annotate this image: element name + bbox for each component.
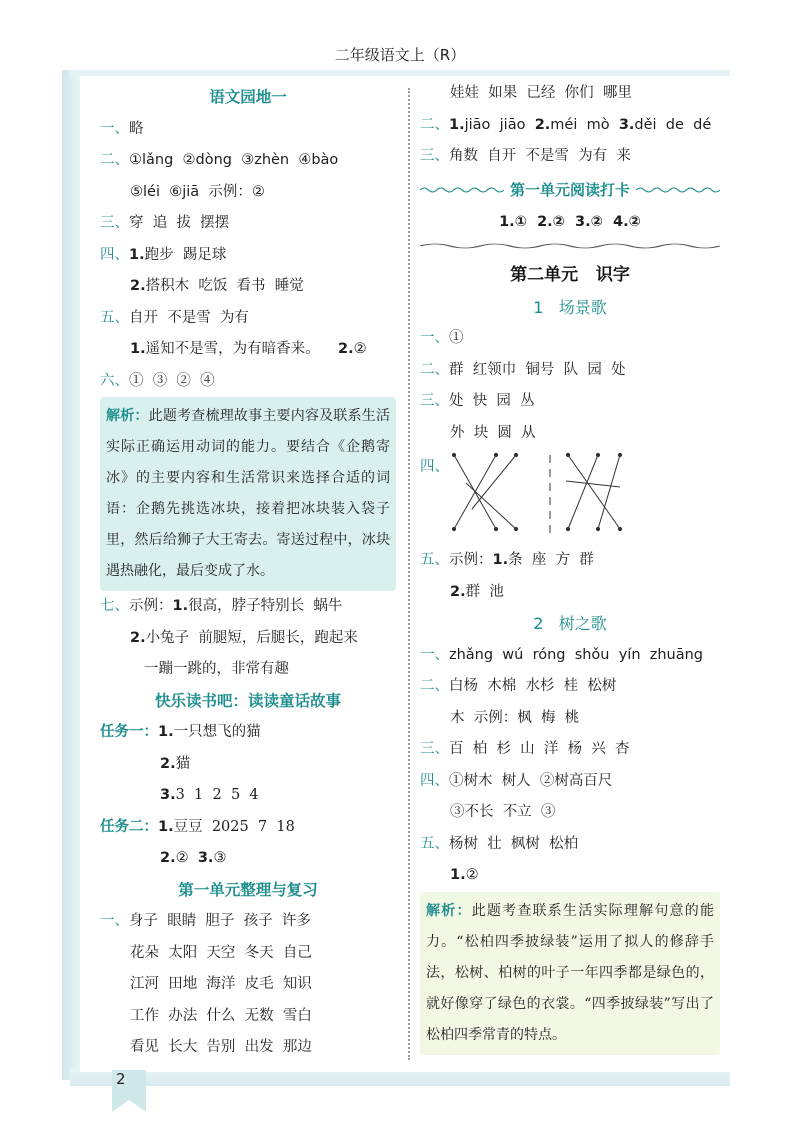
number: 3. xyxy=(197,850,214,866)
matching-diagram xyxy=(420,449,720,545)
word-list: 身子 眼睛 胆子 孩子 许多 xyxy=(129,913,311,929)
answer-line xyxy=(100,145,396,177)
answer-text: 处 快 园 丛 xyxy=(449,393,535,409)
reading-checkin-title: 第一单元阅读打卡 xyxy=(510,181,631,199)
analysis-label: 解析： xyxy=(426,902,472,919)
word-list: 娃娃 如果 已经 你们 哪里 xyxy=(450,85,632,101)
answer-text: ③ xyxy=(213,850,227,866)
marker: 四、 xyxy=(420,459,449,475)
answer-text: 群 池 xyxy=(465,583,504,600)
number: 3. xyxy=(160,787,176,803)
reading-answers: 1.① 2.② 3.② 4.② xyxy=(499,213,641,230)
answer-line xyxy=(420,734,720,766)
answer-text: zhǎng wú róng shǒu yín zhuāng xyxy=(449,646,704,663)
marker: 三、 xyxy=(420,741,449,757)
right-column xyxy=(420,78,720,1055)
answer-line xyxy=(100,591,396,623)
marker: 五、 xyxy=(100,309,129,326)
number: 2. xyxy=(534,116,551,133)
answer-line xyxy=(420,766,720,798)
answer-text: ② xyxy=(175,850,189,866)
answer-line xyxy=(420,545,720,577)
answer-line xyxy=(100,114,396,146)
lesson-title-1: 1 场景歌 xyxy=(533,297,607,317)
number: 1. xyxy=(158,818,174,835)
page-number-tab xyxy=(112,1070,146,1112)
number: 1. xyxy=(129,246,145,263)
answer-line xyxy=(100,366,396,398)
task-label: 任务二： xyxy=(100,818,158,835)
marker: 三、 xyxy=(100,215,129,231)
answer-line xyxy=(420,141,720,173)
answer-text: 猫 xyxy=(175,755,191,772)
number: 1. xyxy=(449,116,465,133)
answer-line xyxy=(100,177,396,209)
number: 1. xyxy=(158,724,174,740)
answer-line xyxy=(100,240,396,272)
answer-text: 白杨 木棉 水杉 桂 松树 xyxy=(449,678,617,694)
answer-line xyxy=(420,640,720,672)
answer-text: 杨树 壮 枫树 松柏 xyxy=(449,835,579,852)
answer-line xyxy=(420,797,720,829)
answer-line xyxy=(100,654,396,686)
answer-text: děi de dé xyxy=(634,116,712,133)
wave-line-right xyxy=(636,186,720,194)
answer-line xyxy=(100,208,396,240)
marker: 三、 xyxy=(420,148,449,164)
answer-line xyxy=(420,110,720,142)
answer-line xyxy=(100,812,396,844)
answer-line xyxy=(420,323,720,355)
number: 2. xyxy=(130,278,146,294)
answer-text: ①lǎng ②dòng ③zhèn ④bào xyxy=(129,152,339,168)
answer-line xyxy=(100,749,396,781)
answer-text: 百 柏 杉 山 洋 杨 兴 杏 xyxy=(449,741,630,757)
answer-line xyxy=(420,386,720,418)
unit-title: 第二单元 识字 xyxy=(510,265,630,285)
task-label: 任务一： xyxy=(100,724,158,740)
marker: 一、 xyxy=(420,646,449,663)
answer-text: méi mò xyxy=(550,116,610,133)
answer-text: ② xyxy=(353,341,367,357)
marker: 一、 xyxy=(100,120,129,137)
word-list: 江河 田地 海洋 皮毛 知识 xyxy=(130,976,312,992)
example-label: 示例： xyxy=(449,552,493,568)
marker: 一、 xyxy=(100,913,129,929)
number: 2. xyxy=(450,583,466,600)
lesson-title-2: 2 树之歌 xyxy=(533,614,607,633)
word-row xyxy=(100,1032,396,1064)
marker: 二、 xyxy=(420,678,449,694)
answer-text: 遥知不是雪，为有暗香来。 xyxy=(145,341,320,357)
marker: 二、 xyxy=(420,116,449,133)
reading-checkin-banner xyxy=(420,173,720,207)
marker: 三、 xyxy=(420,393,449,409)
answer-text: 自开 不是雪 为有 xyxy=(129,309,249,326)
answer-text: 一蹦一跳的，非常有趣 xyxy=(144,661,289,677)
answer-line xyxy=(100,717,396,749)
answer-text: 群 红领巾 铜号 队 园 处 xyxy=(449,361,626,378)
word-list: 花朵 太阳 天空 冬天 自己 xyxy=(130,944,312,961)
answer-line xyxy=(420,577,720,609)
answer-text: 木 示例：枫 梅 桃 xyxy=(450,709,580,726)
answer-text: 角数 自开 不是雪 为有 来 xyxy=(449,148,631,164)
number: 2. xyxy=(338,341,354,357)
word-row xyxy=(100,906,396,938)
word-row xyxy=(420,78,720,110)
number: 2. xyxy=(130,629,146,646)
answer-line xyxy=(420,418,720,450)
word-row xyxy=(100,1001,396,1033)
number: 2. xyxy=(160,850,176,866)
answer-line xyxy=(100,303,396,335)
answer-line xyxy=(100,271,396,303)
number: 2. xyxy=(160,755,176,772)
section-title-yuwen-yuandi: 语文园地一 xyxy=(209,88,287,106)
answer-text: 很高，脖子特别长 蜗牛 xyxy=(188,598,343,614)
number: 1. xyxy=(172,598,189,614)
word-list: 工作 办法 什么 无数 雪白 xyxy=(130,1007,312,1024)
answer-text: 一只想飞的猫 xyxy=(173,724,261,740)
answer-text: 跑步 踢足球 xyxy=(144,246,227,263)
word-row xyxy=(100,969,396,1001)
answer-line xyxy=(100,334,396,366)
page-number: 2 xyxy=(116,1070,126,1088)
analysis-text: 此题考查梳理故事主要内容及联系生活实际正确运用动词的能力。要结合《企鹅寄冰》的主要内容和生活常识来选择合适的词语：企鹅先挑选冰块，接着把冰块装入袋子里，然后给狮子大王寄去。寄送过程中，冰块遇热融化，最后变成了水。 xyxy=(106,408,391,579)
number: 1. xyxy=(450,867,466,883)
matching-lines-svg xyxy=(448,449,628,539)
section-title-reading-bar: 快乐读书吧：读读童话故事 xyxy=(154,691,341,710)
answer-text: 条 座 方 群 xyxy=(508,552,594,568)
analysis-text: 此题考查联系生活实际理解句意的能力。“松柏四季披绿装”运用了拟人的修辞手法，松树、柏树的叶子一年四季都是绿色的，就好像穿了绿色的衣裳。“四季披绿装”写出了松柏四季常青的特点。 xyxy=(426,902,715,1043)
number: 3. xyxy=(618,116,635,133)
answer-line xyxy=(100,780,396,812)
word-row xyxy=(100,938,396,970)
answer-text: 豆豆 2025 7 18 xyxy=(173,818,295,835)
marker: 四、 xyxy=(420,772,449,789)
answer-text: 外 块 圆 从 xyxy=(450,424,536,441)
answer-line xyxy=(420,703,720,735)
answer-line xyxy=(100,843,396,875)
answer-text: 穿 追 拔 摆摆 xyxy=(129,215,230,231)
marker: 五、 xyxy=(420,552,449,568)
answer-text: 3 1 2 5 4 xyxy=(175,787,259,803)
column-divider xyxy=(408,88,410,1060)
marker: 二、 xyxy=(420,361,449,378)
marker: 四、 xyxy=(100,246,129,263)
answer-text: 略 xyxy=(129,120,144,137)
answer-text: ① ③ ② ④ xyxy=(129,372,215,389)
left-column xyxy=(100,82,396,1064)
answer-text: jiāo jiāo xyxy=(464,116,526,133)
answer-text: ① xyxy=(449,330,464,346)
answer-line xyxy=(420,829,720,861)
marker: 五、 xyxy=(420,835,449,852)
analysis-box xyxy=(100,397,396,591)
number: 1. xyxy=(492,552,509,568)
answer-text: ③不长 不立 ③ xyxy=(450,804,556,820)
answer-text: 搭积木 吃饭 看书 睡觉 xyxy=(145,278,304,294)
analysis-label: 解析： xyxy=(106,408,149,424)
number: 1. xyxy=(130,341,146,357)
answer-text: ② xyxy=(465,867,479,883)
answer-text: ⑤léi ⑥jiā 示例：② xyxy=(130,183,265,200)
wave-line-left xyxy=(420,186,504,194)
wave-line-bottom xyxy=(420,242,720,250)
example-label: 示例： xyxy=(129,598,173,614)
answer-text: ①树木 树人 ②树高百尺 xyxy=(449,772,613,789)
answer-line xyxy=(420,671,720,703)
answer-line xyxy=(420,355,720,387)
word-list: 看见 长大 告别 出发 那边 xyxy=(130,1039,312,1055)
answer-line xyxy=(100,623,396,655)
marker: 二、 xyxy=(100,152,129,168)
analysis-box xyxy=(420,892,720,1055)
marker: 六、 xyxy=(100,372,129,389)
answer-text: 小兔子 前腿短，后腿长，跑起来 xyxy=(145,629,358,646)
marker: 七、 xyxy=(100,598,129,614)
marker: 一、 xyxy=(420,330,449,346)
answer-line xyxy=(420,860,720,892)
section-title-review: 第一单元整理与复习 xyxy=(178,880,318,899)
page-header: 二年级语文上（R） xyxy=(334,46,466,64)
